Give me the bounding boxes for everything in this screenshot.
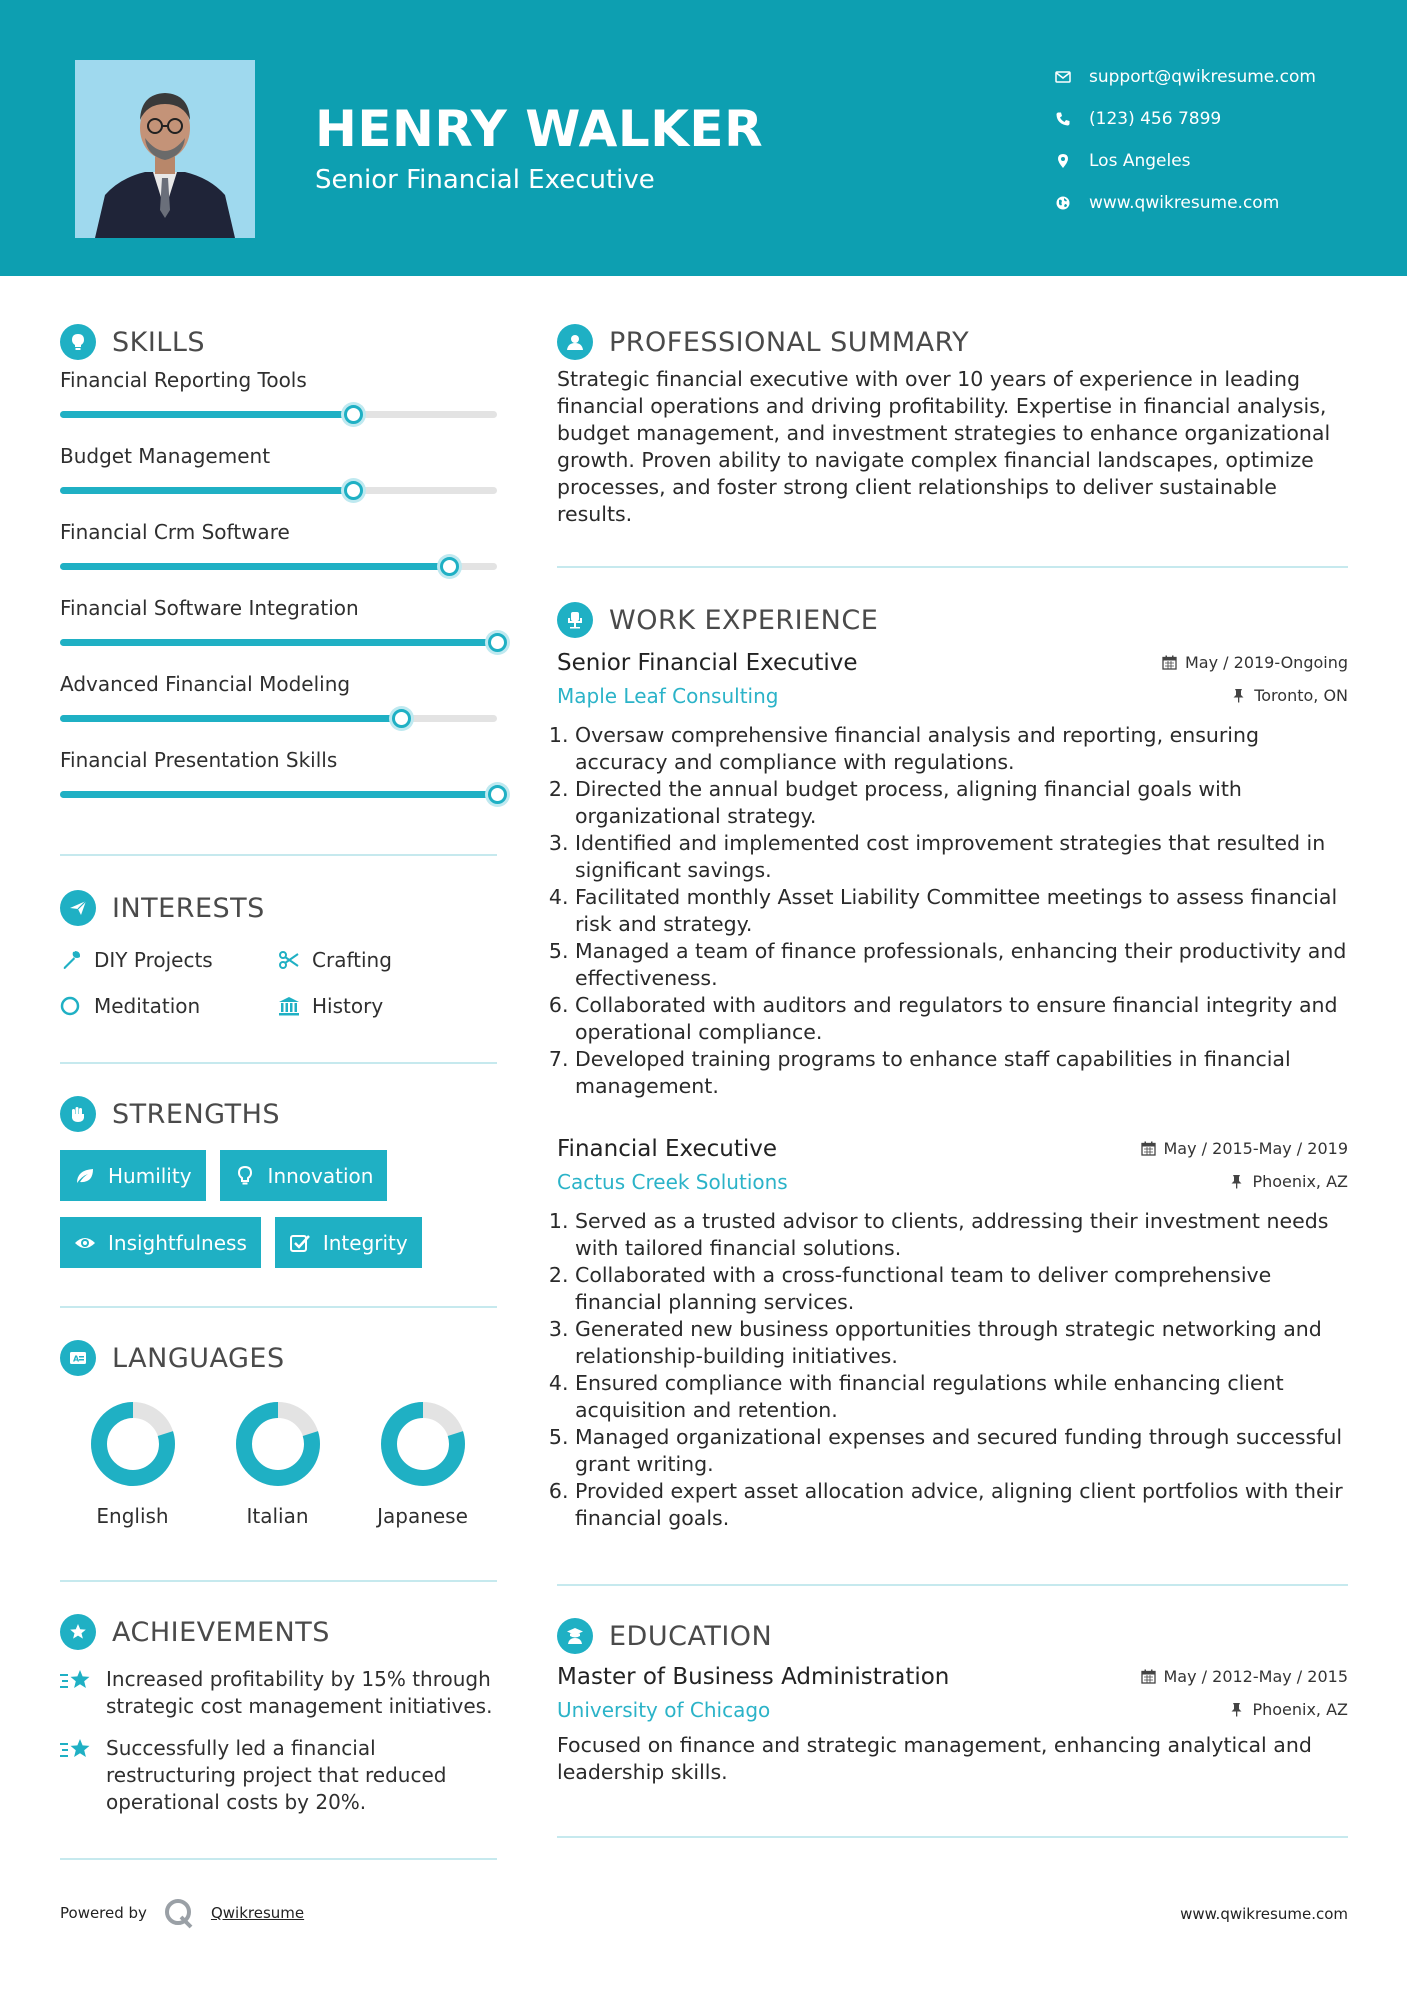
- strength-label: Insightfulness: [108, 1230, 247, 1255]
- fist-icon: [60, 1096, 96, 1132]
- lightbulb-icon: [234, 1165, 256, 1187]
- duty-item: 6. Collaborated with auditors and regulators to ensure financial integrity and operational compliance.: [575, 992, 1348, 1046]
- footer-url[interactable]: www.qwikresume.com: [1180, 1905, 1348, 1923]
- circle-icon: [60, 995, 94, 1017]
- language-name: Japanese: [377, 1504, 468, 1528]
- candidate-title: Senior Financial Executive: [315, 165, 655, 195]
- skill-name: Financial Software Integration: [60, 596, 359, 620]
- duty-item: 5. Managed a team of finance professionals, enhancing their productivity and effectiveness.: [575, 938, 1348, 992]
- experience-heading: [557, 598, 1348, 642]
- skills-heading: [60, 320, 497, 364]
- skill-name: Financial Presentation Skills: [60, 748, 338, 772]
- achievements-section: [60, 1610, 497, 1816]
- skill-bar: [60, 715, 497, 722]
- duty-list: [557, 1208, 1348, 1532]
- section-divider: [557, 1584, 1348, 1586]
- interest-label: Meditation: [94, 994, 201, 1018]
- section-divider: [60, 1858, 497, 1860]
- languages-heading: [60, 1336, 497, 1380]
- candidate-name: HENRY WALKER: [315, 100, 764, 158]
- skill-bar-knob: [488, 785, 507, 804]
- job-location: [1229, 1172, 1348, 1191]
- brand-link[interactable]: Qwikresume: [210, 1904, 305, 1922]
- achievement-item: [60, 1666, 497, 1720]
- education-section: [557, 1614, 1348, 1786]
- skill-bar-fill: [60, 411, 353, 418]
- achievement-item: [60, 1735, 497, 1816]
- interests-section: [60, 886, 497, 1022]
- contact-email[interactable]: [1055, 56, 1316, 98]
- duty-item: 3. Generated new business opportunities through strategic networking and relationship-building initiatives.: [575, 1316, 1348, 1370]
- skill-bar: [60, 411, 497, 418]
- education-dates: [1141, 1667, 1349, 1686]
- language-item: [350, 1398, 495, 1528]
- achievement-text: Successfully led a financial restructuring project that reduced operational costs by 20%.: [106, 1736, 447, 1814]
- achievements-heading: [60, 1610, 497, 1654]
- section-divider: [60, 1062, 497, 1064]
- education-dates-text: May / 2012-May / 2015: [1163, 1667, 1348, 1686]
- envelope-icon: [1055, 69, 1089, 85]
- duty-item: 4. Ensured compliance with financial regulations while enhancing client acquisition and retention.: [575, 1370, 1348, 1424]
- duty-item: 3. Identified and implemented cost improvement strategies that resulted in significant savings.: [575, 830, 1348, 884]
- contact-location: [1055, 140, 1316, 182]
- skill-bar-knob: [440, 557, 459, 576]
- svg-text:A: A: [73, 1354, 80, 1364]
- interest-item: [60, 944, 278, 976]
- skill-item: [60, 442, 497, 518]
- skill-bar-knob: [344, 405, 363, 424]
- summary-title: PROFESSIONAL SUMMARY: [609, 326, 970, 358]
- language-donut: [232, 1398, 324, 1490]
- language-name: Italian: [246, 1504, 309, 1528]
- skill-name: Financial Reporting Tools: [60, 368, 307, 392]
- checkbox-icon: [289, 1232, 311, 1254]
- interest-label: Crafting: [312, 948, 392, 972]
- skill-item: [60, 518, 497, 594]
- skill-bar-fill: [60, 639, 497, 646]
- section-divider: [557, 1836, 1348, 1838]
- languages-title: LANGUAGES: [112, 1342, 285, 1374]
- strengths-heading: [60, 1092, 497, 1136]
- calendar-icon: [1141, 1141, 1156, 1156]
- strengths-section: [60, 1092, 497, 1268]
- strength-label: Innovation: [267, 1163, 374, 1188]
- language-icon: [60, 1340, 96, 1376]
- skill-item: [60, 594, 497, 670]
- right-column: [557, 320, 1348, 1838]
- star-icon: [60, 1666, 106, 1720]
- profile-photo: [75, 60, 255, 238]
- job-entry: [557, 650, 1348, 1100]
- map-pin-icon: [1055, 153, 1089, 169]
- scissors-icon: [278, 949, 312, 971]
- education-description: Focused on finance and strategic management, enhancing analytical and leadership skills.: [557, 1733, 1312, 1784]
- interest-item: [60, 990, 278, 1022]
- skill-bar-knob: [392, 709, 411, 728]
- interest-label: History: [312, 994, 384, 1018]
- job-title: Financial Executive: [557, 1136, 778, 1162]
- skill-bar: [60, 791, 497, 798]
- skill-bar-knob: [488, 633, 507, 652]
- languages-section: [60, 1336, 497, 1528]
- skill-bar-knob: [344, 481, 363, 500]
- pushpin-icon: [1229, 1174, 1244, 1189]
- contact-website-text: www.qwikresume.com: [1089, 193, 1280, 213]
- job-location-text: Toronto, ON: [1254, 686, 1348, 705]
- eye-icon: [74, 1232, 96, 1254]
- skill-item: [60, 670, 497, 746]
- interests-heading: [60, 886, 497, 930]
- job-title: Senior Financial Executive: [557, 650, 858, 676]
- duty-item: 1. Served as a trusted advisor to clients, addressing their investment needs with tailored financial solutions.: [575, 1208, 1348, 1262]
- company-name: Cactus Creek Solutions: [557, 1170, 788, 1194]
- skill-bar: [60, 487, 497, 494]
- strength-tag: [60, 1217, 261, 1268]
- strength-label: Humility: [108, 1163, 192, 1188]
- education-heading: [557, 1614, 1348, 1658]
- duty-item: 4. Facilitated monthly Asset Liability Committee meetings to assess financial risk and strategy.: [575, 884, 1348, 938]
- contact-email-text: support@qwikresume.com: [1089, 67, 1316, 87]
- interest-label: DIY Projects: [94, 948, 213, 972]
- interest-item: [278, 990, 497, 1022]
- skill-name: Financial Crm Software: [60, 520, 290, 544]
- duty-item: 1. Oversaw comprehensive financial analysis and reporting, ensuring accuracy and compliance with regulations.: [575, 722, 1348, 776]
- resume-header: [0, 0, 1407, 276]
- language-item: [60, 1398, 205, 1528]
- graduate-icon: [557, 1618, 593, 1654]
- skill-name: Advanced Financial Modeling: [60, 672, 351, 696]
- globe-icon: [1055, 195, 1089, 211]
- calendar-icon: [1162, 655, 1177, 670]
- pushpin-icon: [1229, 1702, 1244, 1717]
- education-location: [1229, 1700, 1348, 1719]
- star-badge-icon: [60, 1614, 96, 1650]
- interest-item: [278, 944, 497, 976]
- skills-title: SKILLS: [112, 326, 206, 358]
- achievements-title: ACHIEVEMENTS: [112, 1616, 330, 1648]
- summary-section: [557, 320, 1348, 528]
- qwikresume-logo-icon: [161, 1895, 197, 1931]
- experience-title: WORK EXPERIENCE: [609, 604, 879, 636]
- company-name: Maple Leaf Consulting: [557, 684, 779, 708]
- education-location-text: Phoenix, AZ: [1252, 1700, 1348, 1719]
- star-icon: [60, 1735, 106, 1816]
- job-dates-text: May / 2015-May / 2019: [1163, 1139, 1348, 1158]
- language-donut: [377, 1398, 469, 1490]
- contact-list: [1055, 56, 1316, 224]
- duty-item: 2. Collaborated with a cross-functional team to deliver comprehensive financial planning services.: [575, 1262, 1348, 1316]
- office-chair-icon: [557, 602, 593, 638]
- contact-website[interactable]: [1055, 182, 1316, 224]
- duty-item: 5. Managed organizational expenses and secured funding through successful grant writing.: [575, 1424, 1348, 1478]
- paper-plane-icon: [60, 890, 96, 926]
- duty-item: 7. Developed training programs to enhance staff capabilities in financial management.: [575, 1046, 1348, 1100]
- language-name: English: [96, 1504, 169, 1528]
- skill-item: [60, 746, 497, 822]
- language-donut: [87, 1398, 179, 1490]
- duty-item: 6. Provided expert asset allocation advice, aligning client portfolios with their financial goals.: [575, 1478, 1348, 1532]
- leaf-icon: [74, 1165, 96, 1187]
- strengths-title: STRENGTHS: [112, 1098, 281, 1130]
- duty-item: 2. Directed the annual budget process, aligning financial goals with organizational strategy.: [575, 776, 1348, 830]
- section-divider: [60, 854, 497, 856]
- school-name: University of Chicago: [557, 1698, 771, 1722]
- experience-section: [557, 598, 1348, 1532]
- education-title: EDUCATION: [609, 1620, 773, 1652]
- footer-branding: [60, 1895, 304, 1931]
- contact-phone[interactable]: [1055, 98, 1316, 140]
- job-dates-text: May / 2019-Ongoing: [1185, 653, 1348, 672]
- strength-tag: [220, 1150, 388, 1201]
- achievement-text: Increased profitability by 15% through strategic cost management initiatives.: [106, 1667, 493, 1718]
- job-entry: [557, 1136, 1348, 1532]
- strength-tag: [275, 1217, 422, 1268]
- calendar-icon: [1141, 1669, 1156, 1684]
- section-divider: [60, 1580, 497, 1582]
- person-portrait-icon: [75, 60, 255, 238]
- section-divider: [557, 566, 1348, 568]
- pushpin-icon: [1231, 688, 1246, 703]
- job-location-text: Phoenix, AZ: [1252, 1172, 1348, 1191]
- skill-item: [60, 366, 497, 442]
- left-column: [60, 320, 497, 1860]
- section-divider: [60, 1306, 497, 1308]
- skill-bar-fill: [60, 715, 401, 722]
- contact-phone-text: (123) 456 7899: [1089, 109, 1222, 129]
- skill-bar-fill: [60, 791, 497, 798]
- language-item: [205, 1398, 350, 1528]
- skill-bar-fill: [60, 487, 353, 494]
- museum-icon: [278, 995, 312, 1017]
- powered-by-label: Powered by: [60, 1904, 147, 1922]
- contact-location-text: Los Angeles: [1089, 151, 1191, 171]
- skill-bar: [60, 639, 497, 646]
- skill-bar-fill: [60, 563, 449, 570]
- user-icon: [557, 324, 593, 360]
- skill-bar: [60, 563, 497, 570]
- skills-section: [60, 320, 497, 822]
- duty-list: [557, 722, 1348, 1100]
- interests-title: INTERESTS: [112, 892, 265, 924]
- job-dates: [1141, 1139, 1349, 1158]
- job-location: [1231, 686, 1348, 705]
- summary-text: Strategic financial executive with over 10 years of experience in leading financial operations and driving profitability. Expertise in financial analysis, budget management, and investment strategies to enhance organizational growth. Proven ability to navigate complex financial landscapes, optimize processes, and foster strong client relationships to deliver sustainable results.: [557, 367, 1331, 526]
- wrench-icon: [60, 949, 94, 971]
- skill-name: Budget Management: [60, 444, 271, 468]
- strength-tag: [60, 1150, 206, 1201]
- lightbulb-icon: [60, 324, 96, 360]
- phone-icon: [1055, 111, 1089, 127]
- job-dates: [1162, 653, 1348, 672]
- summary-heading: [557, 320, 1348, 364]
- degree-name: Master of Business Administration: [557, 1664, 950, 1690]
- strength-label: Integrity: [322, 1230, 408, 1255]
